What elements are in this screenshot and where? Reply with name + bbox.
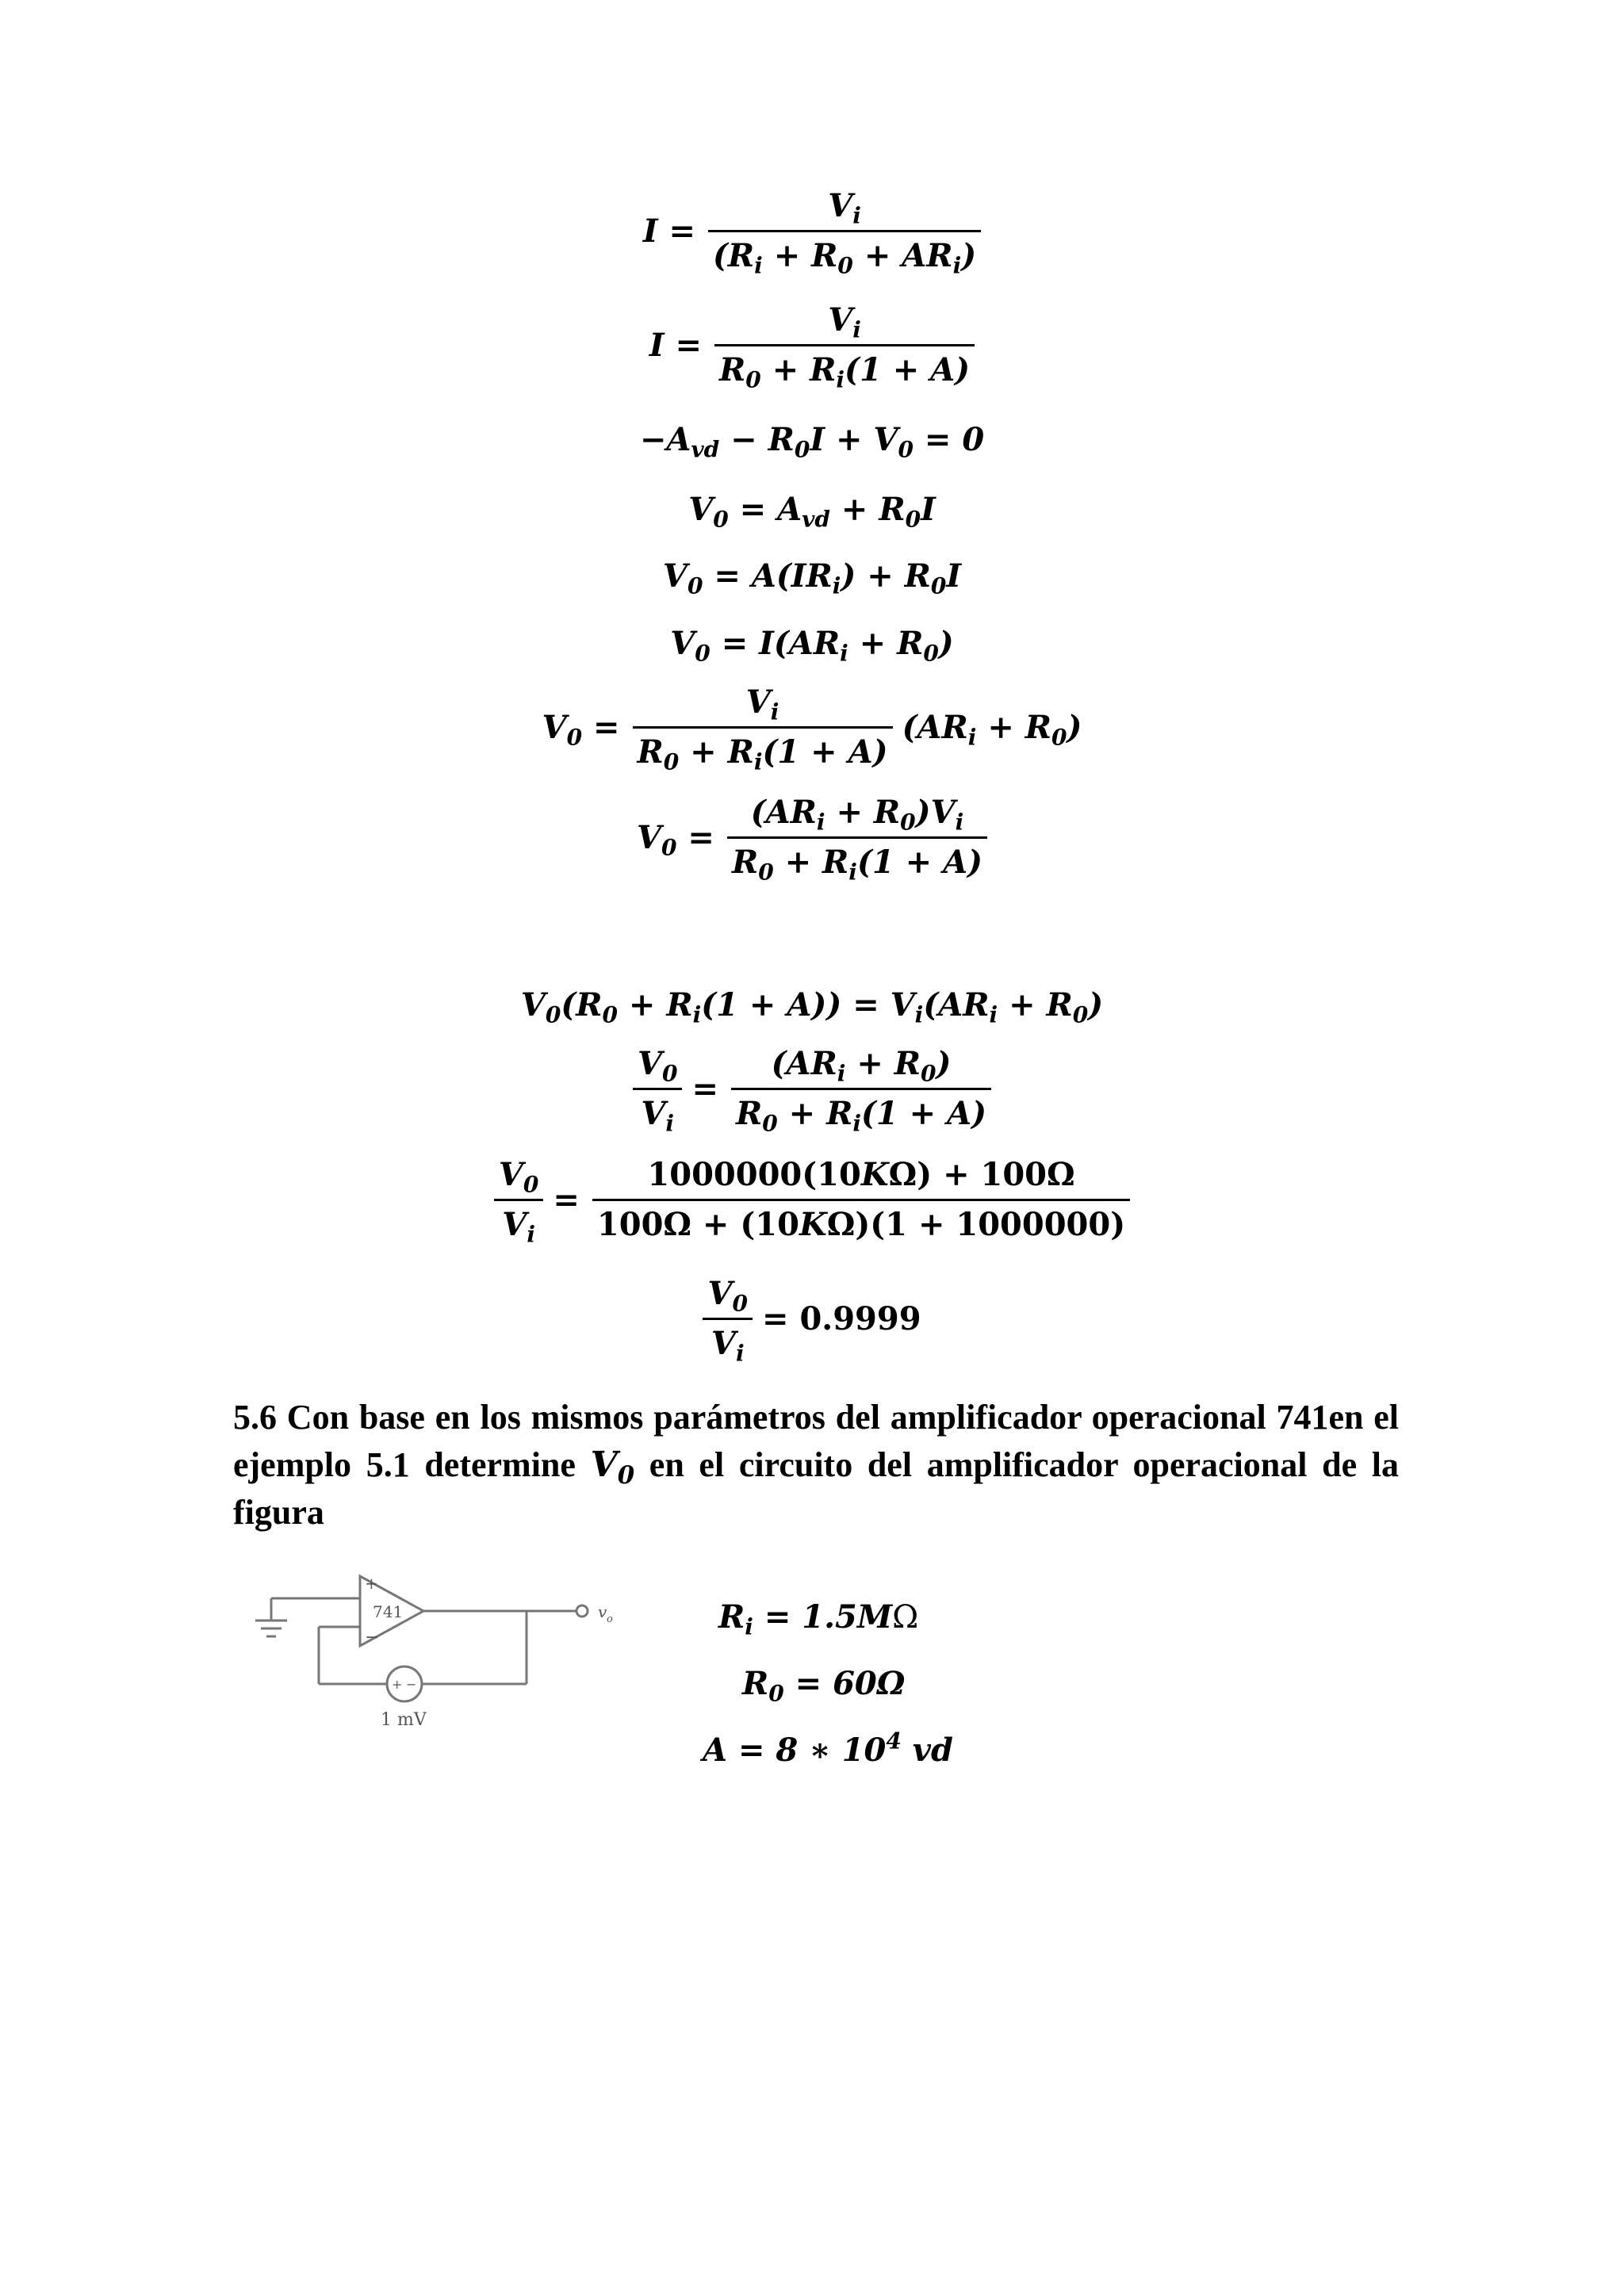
equation-kvl: $-A_{vd} - R_0I + V_0 = 0$ (639, 421, 985, 463)
equation-vout-4: $V_0$ = $\frac{V_i}{R_0 + R_i(1 + A)}$ $(AR_i + R_0)$ (542, 683, 1082, 775)
source-minus-label: − (406, 1677, 417, 1692)
equation-gain-result: $\frac{V_0}{V_i}$ = 0.9999 (0, 1278, 1624, 1360)
equation-vout-5: $V_0$ = $\frac{(AR_i + R_0)V_i}{R_0 + R_i(1 + A)}$ (0, 797, 1624, 878)
equation-gain-substitution: $\frac{V_0}{V_i}$ = $\frac{1000000(10K\Omega) + 100\Omega}{100\Omega + (10K\Omega)(1 + 1000000)}$ (0, 1159, 1624, 1241)
equation-vout-2: $V_0 = A(IR_i) + R_0I$ (662, 557, 962, 599)
param-open-loop-gain: A = 8 ∗ $10^4$ vd (703, 1728, 954, 1769)
param-input-resistance: $R_i = 1.5M\Omega$ (718, 1598, 919, 1640)
source-plus-label: + (392, 1677, 403, 1692)
equation-current-1: I = $\frac{V_i}{(R_i + R_0 + AR_i)}$ (0, 190, 1624, 272)
problem-statement: 5.6 Con base en los mismos parámetros del amplificador operacional 741en el ejemplo 5.1 determine $V_0$ en el circuito del amplificador operacional de la figura (233, 1398, 1400, 1532)
output-terminal (576, 1605, 588, 1617)
opamp-label: 741 (373, 1602, 404, 1621)
output-label-sub: o (607, 1613, 613, 1625)
equation-current-2: I = $\frac{V_i}{R_0 + R_i(1 + A)}$ (0, 304, 1624, 386)
opamp-circuit-figure (225, 1567, 638, 1765)
equation-gain-ratio: $\frac{V_0}{V_i}$ = $\frac{(AR_i + R_0)}{R_0 + R_i(1 + A)}$ (0, 1048, 1624, 1130)
output-label: v (598, 1602, 607, 1621)
equation-vout-1: $V_0 = A_{vd} + R_0I$ (688, 491, 936, 533)
equation-cross-multiply: $V_0(R_0 + R_i(1 + A)) = V_i(AR_i + R_0)$ (520, 986, 1104, 1028)
equation-vout-3: $V_0 = I(AR_i + R_0)$ (670, 625, 954, 667)
param-output-resistance: $R_0 = 60\Omega$ (742, 1665, 906, 1707)
minus-input-label: − (365, 1628, 380, 1647)
source-value-label: 1 mV (381, 1710, 427, 1730)
plus-input-label: + (365, 1574, 378, 1593)
